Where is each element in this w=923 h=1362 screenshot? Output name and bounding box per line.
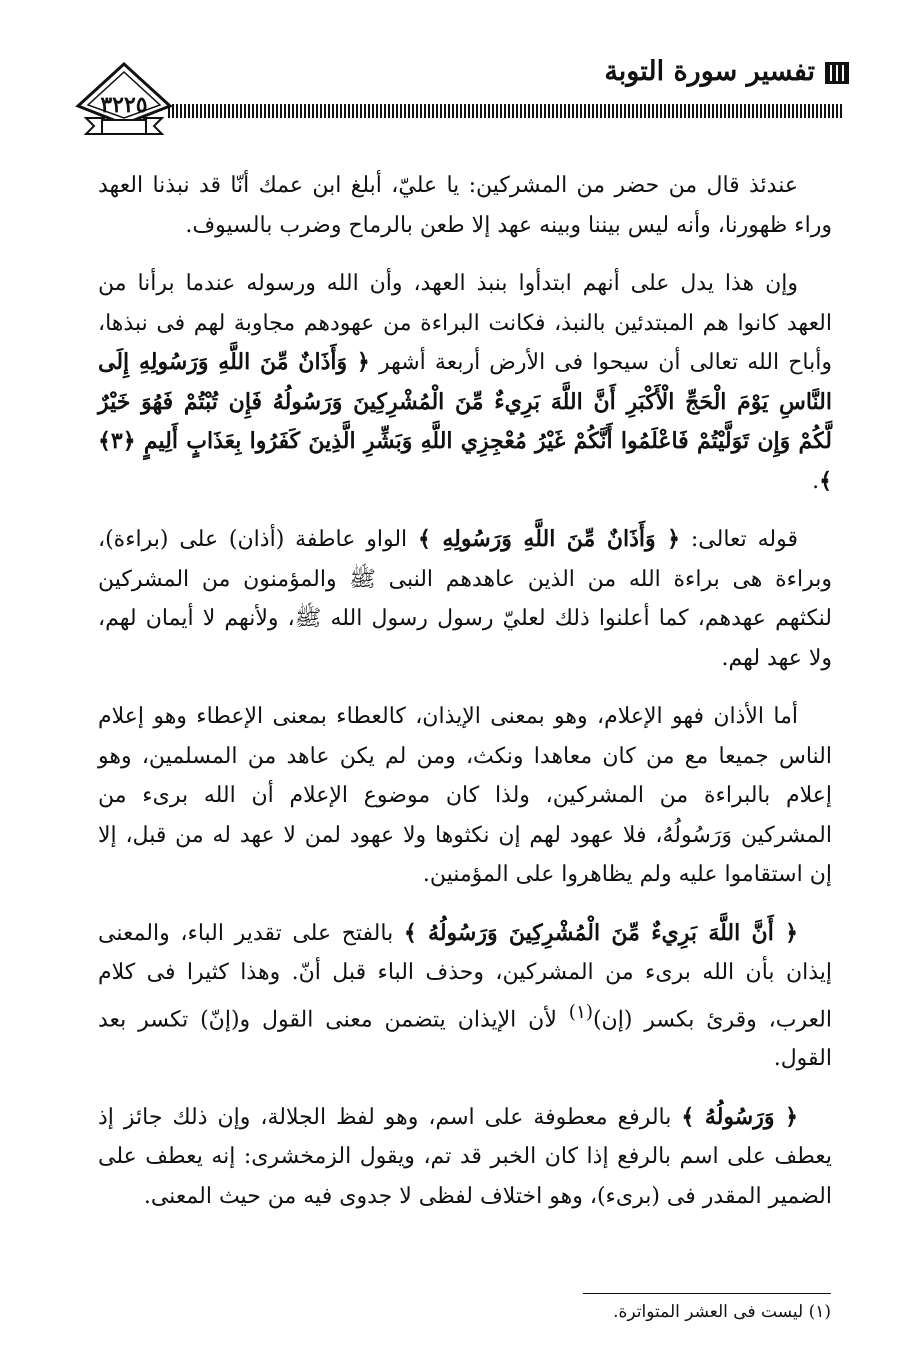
paragraph-2-text: وإن هذا يدل على أنهم ابتدأوا بنبذ العهد، وأن الله ورسوله عندما برأنا من العهد كانوا هم المبتدئين بالنبذ، فكانت البراءة من عهودهم مجاوبة لهم فى نبذها، وأباح الله تعالى أن سيحوا فى الأرض أربعة أشهر xyxy=(98,271,832,375)
verse-3-end: . xyxy=(812,468,820,494)
quran-verse-3: ﴿ وَأَذَانٌ مِّنَ اللَّهِ وَرَسُولِهِ إِلَى النَّاسِ يَوْمَ الْحَجِّ الْأَكْبَرِ أَنَّ اللَّهَ بَرِيءٌ مِّنَ الْمُشْرِكِينَ وَرَسُولُهُ فَإِن تُبْتُمْ فَهُوَ خَيْرٌ لَّكُمْ وَإِن تَوَلَّيْتُمْ فَاعْلَمُوا أَنَّكُمْ غَيْرُ مُعْجِزِي اللَّهِ وَبَشِّرِ الَّذِينَ كَفَرُوا بِعَذَابٍ أَلِيمٍ ﴿٣﴾ ﴾ xyxy=(98,349,833,494)
paragraph-3-text: الواو عاطفة (أذان) على (براءة)، وبراءة هى براءة الله من الذين عاهدهم النبى ﷺ والمؤمنون من المشركين لنكثهم عهدهم، كما أعلنوا ذلك لعليّ رسول رسول الله ﷺ، ولأنهم لا أيمان لهم، ولا عهد لهم. xyxy=(98,527,832,671)
paragraph-5-text: بالفتح على تقدير الباء، والمعنى إيذان بأن الله برىء من المشركين، وحذف الباء قبل أنّ. وهذا كثيرا فى كلام العرب، وقرئ بكسر (إن) xyxy=(98,920,832,1032)
quran-phrase-bari: ﴿ أَنَّ اللَّهَ بَرِيءٌ مِّنَ الْمُشْرِكِينَ وَرَسُولُهُ ﴾ xyxy=(403,919,798,946)
footnote-rule xyxy=(583,1293,831,1294)
paragraph-2 xyxy=(98,264,832,501)
paragraph-3 xyxy=(98,520,832,678)
paragraph-4: أما الأذان فهو الإعلام، وهو بمعنى الإيذان، كالعطاء بمعنى الإعطاء وهو إعلام الناس جميعا مع من كان معاهدا ونكث، ومن لم يكن عاهد من المسلمين، وهو إعلام بالبراءة من المشركين، ولذا كان موضوع الإعلام أن الله برىء من المشركين وَرَسُولُهُ، فلا عهود لهم إن نكثوها ولا عهود لمن لا عهد له من قبل، إلا إن استقاموا عليه ولم يظاهروا على المؤمنين. xyxy=(98,704,832,887)
running-title: تفسير سورة التوبة xyxy=(604,56,815,87)
paragraph-5-text-end: لأن الإيذان يتضمن معنى القول و(إنّ) تكسر بعد القول. xyxy=(98,1006,832,1072)
paragraph-5 xyxy=(98,914,832,1079)
body-text xyxy=(98,166,832,1235)
paragraph-3-lead: قوله تعالى: xyxy=(690,527,798,552)
quran-phrase-rasuluhu: ﴿ وَرَسُولُهُ ﴾ xyxy=(681,1103,798,1130)
floral-ornament-icon xyxy=(825,62,849,84)
page-header xyxy=(0,0,923,150)
page-number: ٣٢٢٥ xyxy=(100,92,148,118)
paragraph-6-text: بالرفع معطوفة على اسم، وهو لفظ الجلالة، وإن ذلك جائز إذ يعطف على اسم بالرفع إذا كان الخبر قد تم، ويقول الزمخشرى: إنه يعطف على الضمير المقدر فى (برىء)، وهو اختلاف لفظى لا جدوى فيه من حيث المعنى. xyxy=(98,1104,832,1209)
footnote-ref-1: (١) xyxy=(568,1001,593,1023)
footnote-1: (١) ليست فى العشر المتواترة. xyxy=(613,1302,831,1322)
paragraph-1: عندئذ قال من حضر من المشركين: يا عليّ، أبلغ ابن عمك أنّا قد نبذنا العهد وراء ظهورنا، وأنه ليس بيننا وبينه عهد إلا طعن بالرماح وضرب بالسيوف. xyxy=(98,173,832,238)
header-rule xyxy=(168,104,843,118)
quran-phrase-adhan: ﴿ وَأَذَانٌ مِّنَ اللَّهِ وَرَسُولِهِ ﴾ xyxy=(417,526,681,552)
paragraph-6 xyxy=(98,1098,832,1217)
